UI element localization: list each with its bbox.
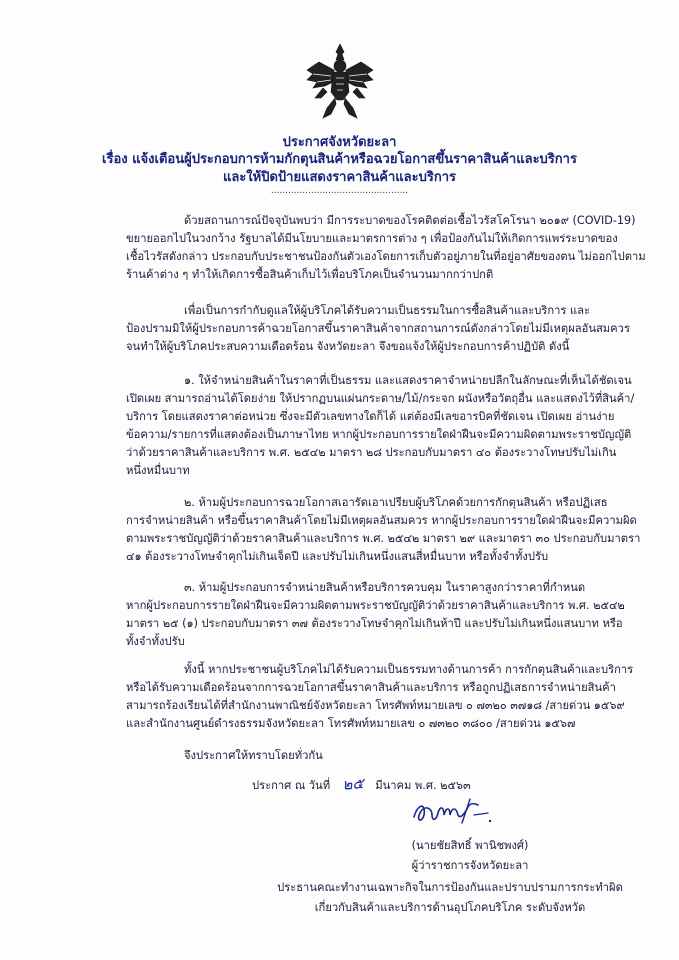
text-line: ๑. ให้จำหน่ายสินค้าในราคาที่เป็นธรรม และแสดงราคาจำหน่ายปลีกในลักษณะที่เห็นได้ชัดเจน [184, 374, 632, 387]
signatory-title: ผู้ว่าราชการจังหวัดยะลา [411, 859, 529, 872]
date-month-year: มีนาคม พ.ศ. ๒๕๖๓ [375, 779, 471, 792]
paragraph-situation [126, 212, 656, 284]
paragraph-purpose [126, 302, 656, 356]
text-line: เชื้อไวรัสดังกล่าว ประกอบกับประชาชนป้องกันตัวเองโดยการเก็บตัวอยู่ภายในที่อยู่อาศัยของตน ไม่ออกไปตาม [126, 250, 646, 263]
subject-line-2: และให้ปิดป้ายแสดงราคาสินค้าและบริการ [222, 170, 457, 185]
text-line: บริการ โดยแสดงราคาต่อหน่วย ซึ่งจะมีตัวเลขทางใดก็ได้ แต่ต้องมีเลขอารบิคที่ชัดเจน เปิดเผย อ่านง่าย [126, 410, 615, 423]
text-line: ข้อความ/รายการที่แสดงต้องเป็นภาษาไทย หากผู้ประกอบการรายใดฝ่าฝืนจะมีความผิดตามพระราชบัญญัติ [126, 428, 632, 441]
text-line: เปิดเผย สามารถอ่านได้โดยง่าย ให้ปรากฏบนแผ่นกระดาษ/ไม้/กระจก ผนังหรือวัตถุอื่น และแสดงไว้ที่สินค้า/ [126, 392, 635, 405]
dotted-separator: ................................................ [270, 186, 409, 196]
text-line: ขยายออกไปในวงกว้าง รัฐบาลได้มีนโยบายและมาตรการต่าง ๆ เพื่อป้องกันไม่ให้เกิดการแพร่ระบาดของ [126, 232, 618, 245]
date-day-handwritten: ๒๕ [341, 774, 364, 794]
text-line: ๒. ห้ามผู้ประกอบการฉวยโอกาสเอารัดเอาเปรียบผู้บริโภคด้วยการกักตุนสินค้า หรือปฏิเสธ [184, 496, 608, 509]
text-line: สามารถร้องเรียนได้ที่สำนักงานพาณิชย์จังหวัดยะลา โทรศัพท์หมายเลข ๐ ๗๓๒๐ ๓๗๑๘ /สายด่วน ๑๕๖๙ [126, 699, 625, 712]
text-line: ทั้งจำทั้งปรับ [126, 635, 185, 648]
paragraph-rule-1 [126, 372, 656, 480]
text-line: ป้องปรามมิให้ผู้ประกอบการค้าฉวยโอกาสขึ้นราคาสินค้าจากสถานการณ์ดังกล่าวโดยไม่มีเหตุผลอันสมควร [126, 322, 630, 335]
text-line: เพื่อเป็นการกำกับดูแลให้ผู้บริโภคได้รับความเป็นธรรมในการซื้อสินค้าและบริการ และ [184, 304, 591, 317]
text-line: การจำหน่ายสินค้า หรือขึ้นราคาสินค้าโดยไม่มีเหตุผลอันสมควร หากผู้ประกอบการรายใดฝ่าฝืนจะมีความผิด [126, 514, 637, 527]
text-line: ๓. ห้ามผู้ประกอบการจำหน่ายสินค้าหรือบริการควบคุม ในราคาสูงกว่าราคาที่กำหนด [184, 581, 586, 594]
text-line: หากผู้ประกอบการรายใดฝ่าฝืนจะมีความผิดตามพระราชบัญญัติว่าด้วยราคาสินค้าและบริการ พ.ศ. ๒๕๔๒ [126, 599, 625, 612]
announcement-title: ประกาศจังหวัดยะลา [282, 135, 397, 150]
signatory-role-line-1: ประธานคณะทำงานเฉพาะกิจในการป้องกันและปราบปรามการกระทำผิด [277, 881, 623, 894]
signatory-role-line-2: เกี่ยวกับสินค้าและบริการด้านอุปโภคบริโภค ระดับจังหวัด [314, 901, 586, 914]
text-line: และสำนักงานศูนย์ดำรงธรรมจังหวัดยะลา โทรศัพท์หมายเลข ๐ ๗๓๒๐ ๓๘๐๐ /สายด่วน ๑๕๖๗ [126, 717, 576, 730]
date-prefix: ประกาศ ณ วันที่ [252, 779, 331, 792]
closing-statement: จึงประกาศให้ทราบโดยทั่วกัน [184, 749, 323, 762]
signatory-name: (นายชัยสิทธิ์ พานิชพงศ์) [411, 839, 529, 852]
text-line: หนึ่งหมื่นบาท [126, 464, 190, 477]
text-line: ๔๑ ต้องระวางโทษจำคุกไม่เกินเจ็ดปี และปรับไม่เกินหนึ่งแสนสี่หมื่นบาท หรือทั้งจำทั้งปรับ [126, 550, 549, 563]
governor-signature [408, 793, 494, 829]
text-line: ทั้งนี้ หากประชาชนผู้บริโภคไม่ได้รับความเป็นธรรมทางด้านการค้า การกักตุนสินค้าและบริการ [184, 663, 634, 676]
paragraph-rule-3 [126, 579, 656, 651]
text-line: มาตรา ๒๕ (๑) ประกอบกับมาตรา ๓๗ ต้องระวางโทษจำคุกไม่เกินห้าปี และปรับไม่เกินหนึ่งแสนบาท หรือ [126, 617, 623, 630]
paragraph-complaints [126, 661, 656, 733]
text-line: ร้านค้าต่าง ๆ ทำให้เกิดการซื้อสินค้าเก็บไว้เพื่อบริโภคเป็นจำนวนมากกว่าปกติ [126, 268, 494, 281]
subject-line-1: เรื่อง แจ้งเตือนผู้ประกอบการห้ามกักตุนสินค้าหรือฉวยโอกาสขึ้นราคาสินค้าและบริการ [102, 152, 577, 167]
text-line: ด้วยสถานการณ์ปัจจุบันพบว่า มีการระบาดของโรคติดต่อเชื้อไวรัสโคโรนา ๒๐๑๙ (COVID-19) [184, 214, 636, 227]
text-line: หรือได้รับความเดือดร้อนจากการฉวยโอกาสขึ้นราคาสินค้าและบริการ หรือถูกปฏิเสธการจำหน่ายสินค้า [126, 681, 616, 694]
paragraph-rule-2 [126, 494, 656, 566]
text-line: ว่าด้วยราคาสินค้าและบริการ พ.ศ. ๒๕๔๒ มาตรา ๒๘ ประกอบกับมาตรา ๔๐ ต้องระวางโทษปรับไม่เกิน [126, 446, 617, 459]
text-line: ตามพระราชบัญญัติว่าด้วยราคาสินค้าและบริการ พ.ศ. ๒๕๔๒ มาตรา ๒๙ และมาตรา ๓๐ ประกอบกับมาตรา [126, 532, 641, 545]
garuda-emblem [303, 42, 377, 122]
text-line: จนทำให้ผู้บริโภคประสบความเดือดร้อน จังหวัดยะลา จึงขอแจ้งให้ผู้ประกอบการค้าปฏิบัติ ดังนี้ [126, 340, 570, 353]
